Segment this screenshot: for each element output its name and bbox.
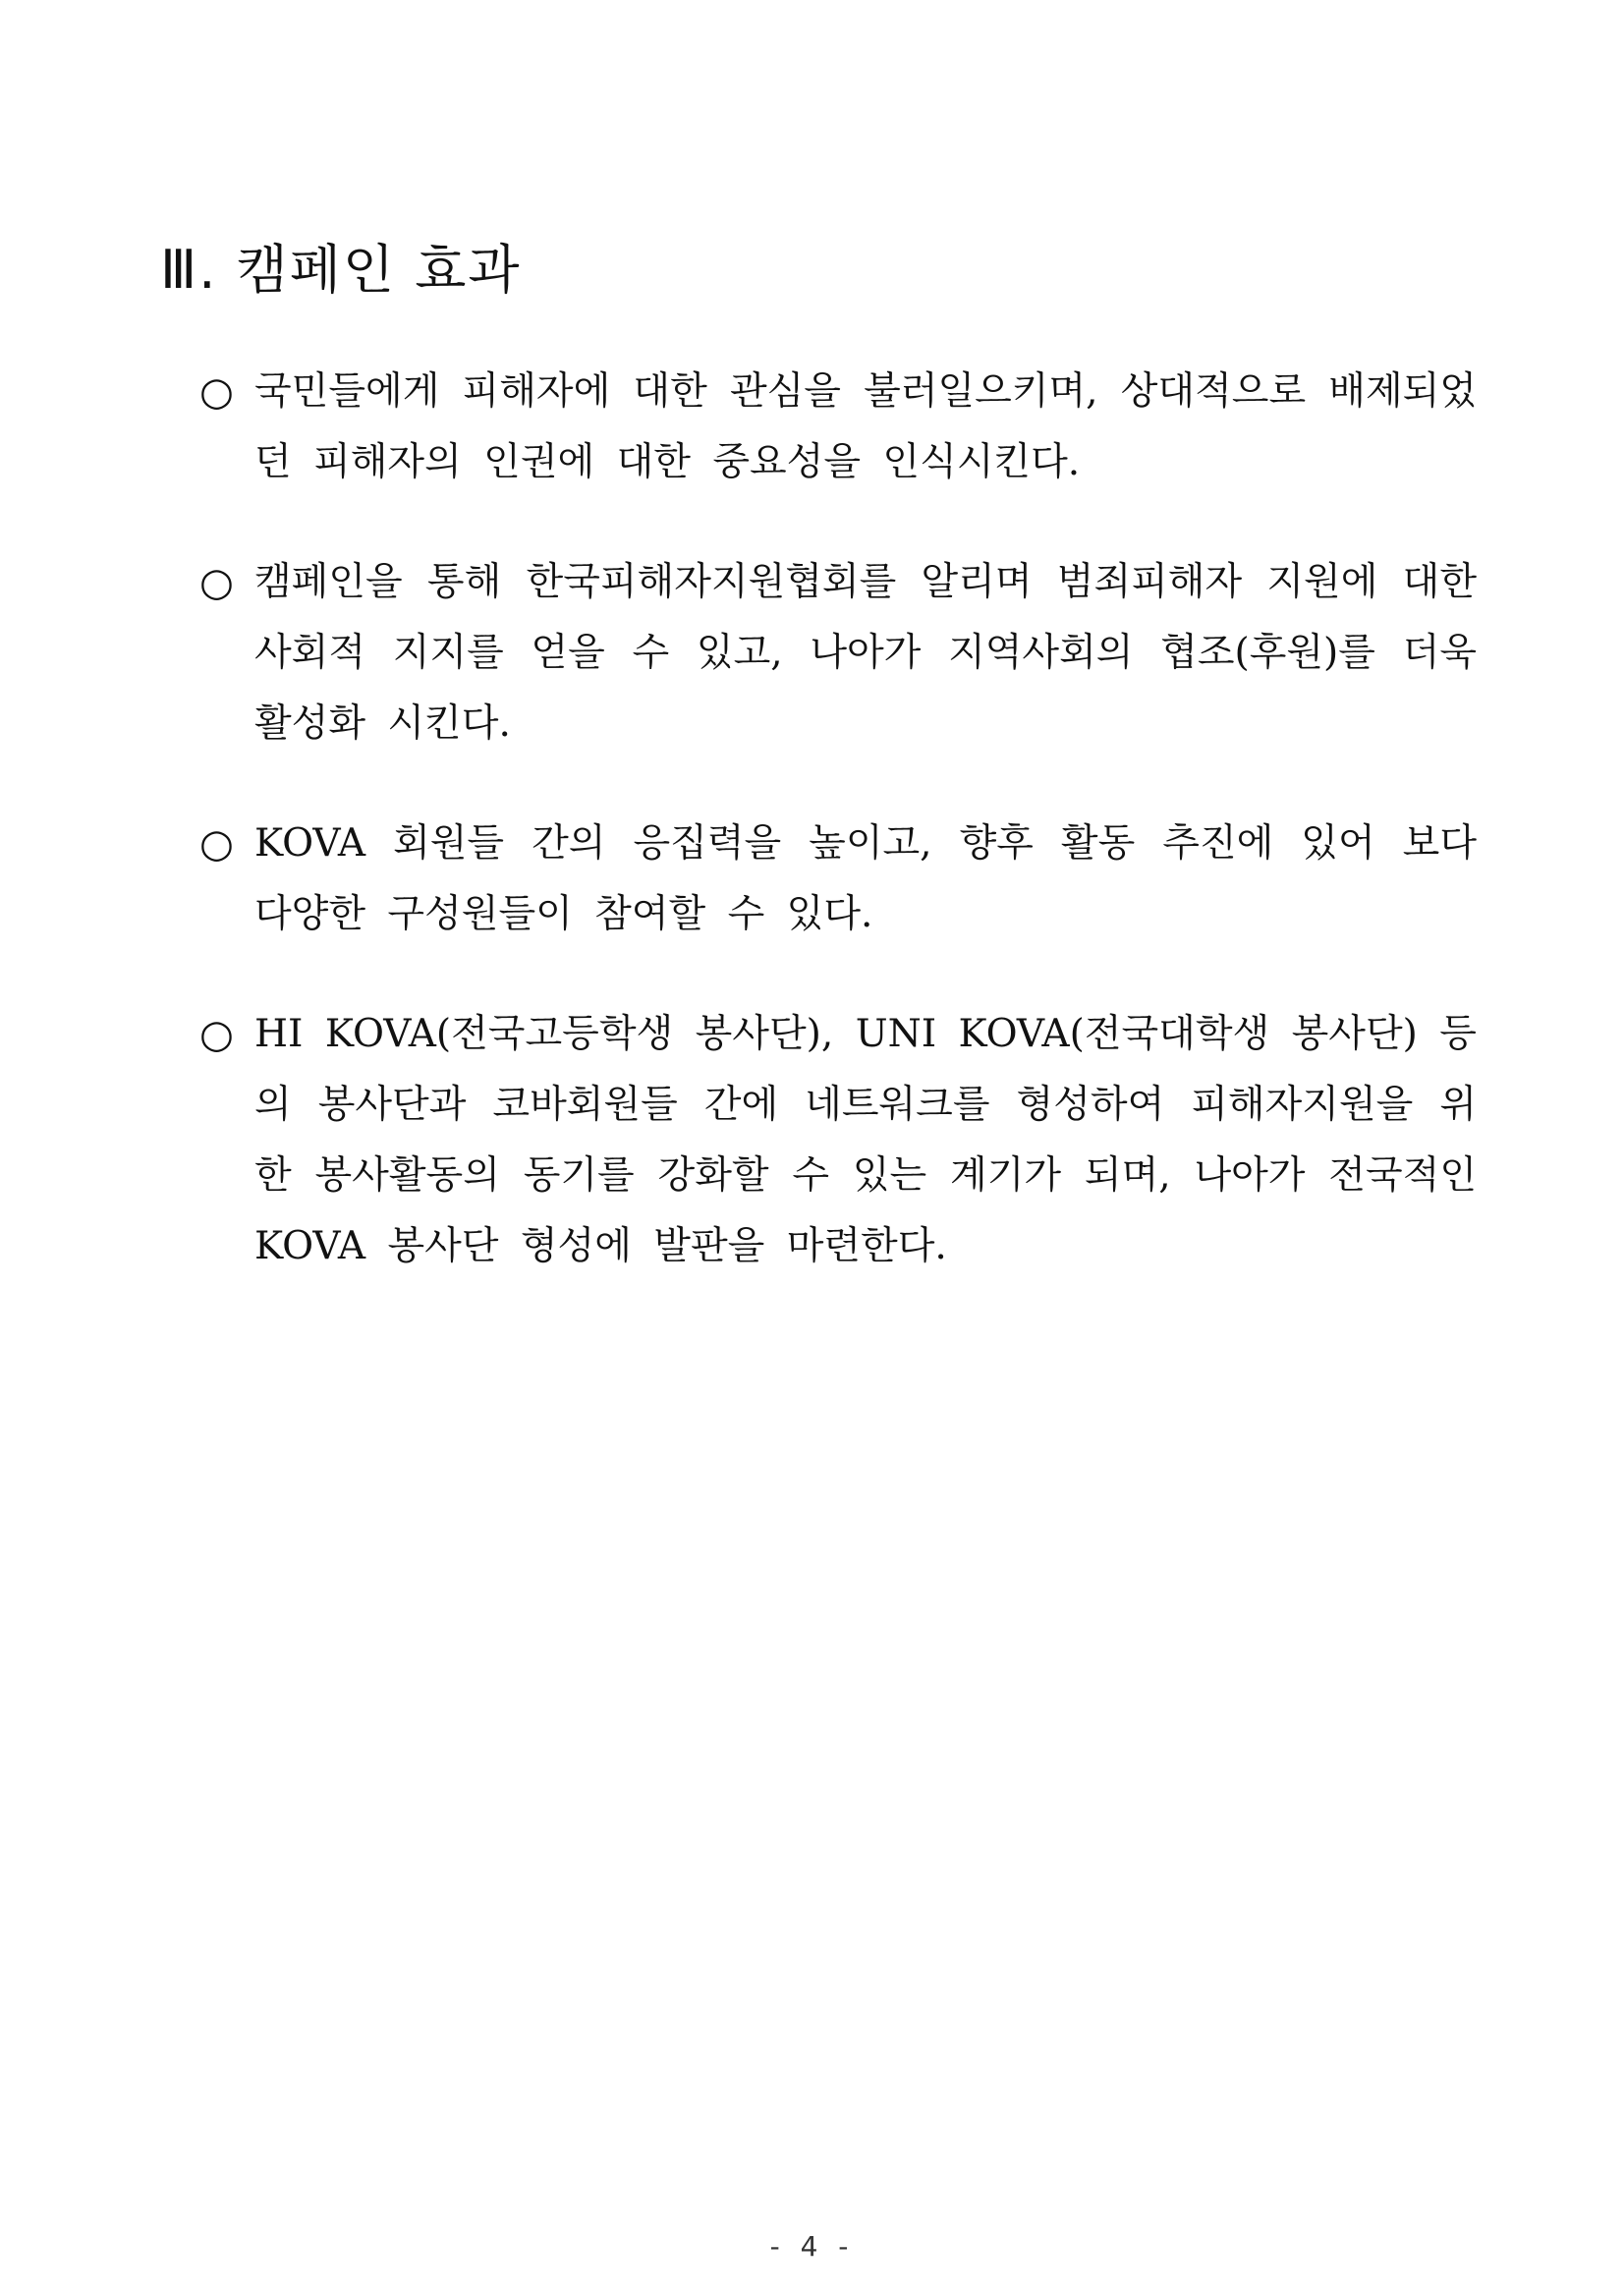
list-item <box>199 999 1477 1282</box>
list-item <box>199 357 1477 498</box>
page-number: - 4 - <box>769 2230 855 2263</box>
section-title: Ⅲ. 캠페인 효과 <box>160 239 522 301</box>
list-item <box>199 809 1477 950</box>
circle-bullet-icon: ○ <box>199 821 234 867</box>
circle-bullet-icon: ○ <box>199 369 234 415</box>
list-item-text: HI KOVA(전국고등학생 봉사단), UNI KOVA(전국대학생 봉사단) 등의 봉사단과 코바회원들 간에 네트워크를 형성하여 피해자지원을 위한 봉사활동의 동기를 강화할 수 있는 계기가 되며, 나아가 전국적인 KOVA 봉사단 형성에 발판을 마련한다. <box>254 1012 1477 1268</box>
list-item-text: KOVA 회원들 간의 응집력을 높이고, 향후 활동 추진에 있어 보다 다양한 구성원들이 참여할 수 있다. <box>254 821 1477 936</box>
list-item <box>199 547 1477 759</box>
circle-bullet-icon: ○ <box>199 1012 234 1057</box>
circle-bullet-icon: ○ <box>199 560 234 605</box>
list-item-text: 국민들에게 피해자에 대한 관심을 불러일으키며, 상대적으로 배제되었던 피해자의 인권에 대한 중요성을 인식시킨다. <box>254 369 1477 484</box>
list-item-text: 캠페인을 통해 한국피해자지원협회를 알리며 범죄피해자 지원에 대한 사회적 지지를 얻을 수 있고, 나아가 지역사회의 협조(후원)를 더욱 활성화 시킨다. <box>254 560 1477 746</box>
effects-list <box>199 357 1477 1331</box>
